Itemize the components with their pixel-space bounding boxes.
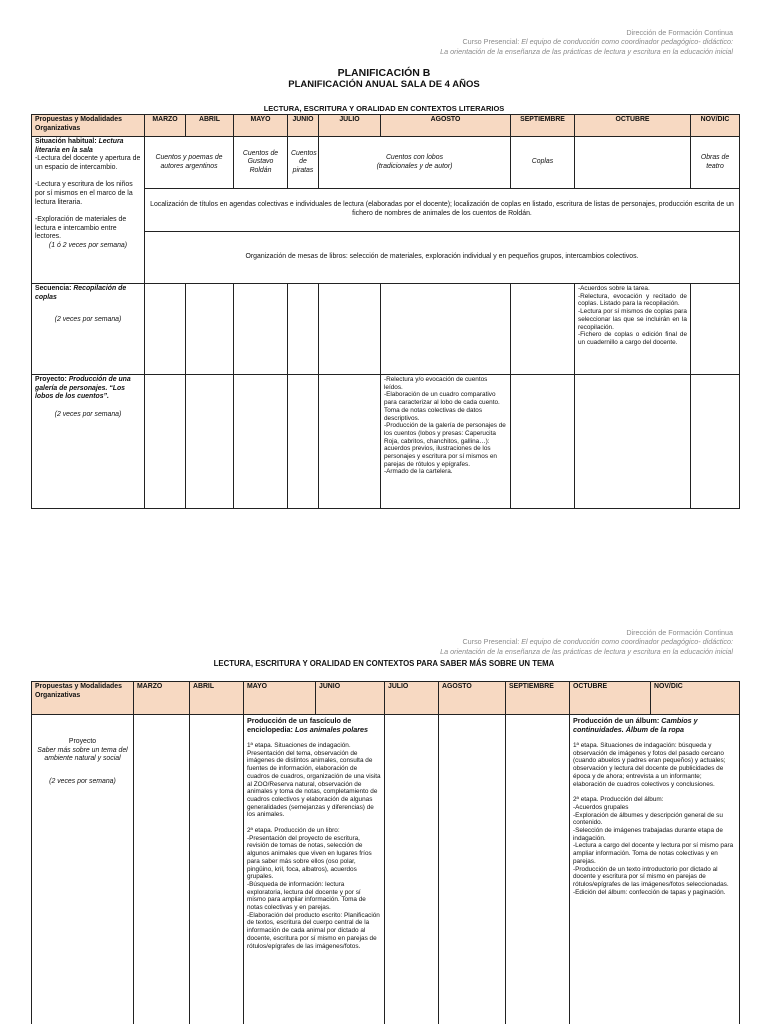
header-cell: JUNIO — [316, 682, 385, 715]
page-2 — [0, 625, 768, 1024]
header-cell: JULIO — [385, 682, 439, 715]
institution-name: Dirección de Formación Continua — [626, 28, 733, 37]
page-subtitle: PLANIFICACIÓN ANUAL SALA DE 4 AÑOS — [288, 79, 480, 90]
header-cell: MAYO — [234, 115, 288, 137]
cell-junio: Cuentos de piratas — [288, 137, 319, 189]
header-cell: SEPTIEMBRE — [511, 115, 575, 137]
table-row — [32, 715, 740, 1024]
header-cell: JUNIO — [288, 115, 319, 137]
header-cell: Propuestas y Modalidades Organizativas — [32, 115, 145, 137]
album-cell: Producción de un álbum: Cambios y continuidades. Álbum de la ropa 1ª etapa. Situaciones de indagación: búsqueda y observación de imágenes y fotos del pasado cercano (cuando abuelos y padres eran pequeños) y actuales; observación y lectura del docente de publicidades de época y de ahora; entrevista a un informante; elaboración de cuadros colectivos y conclusiones. 2ª etapa. Producción del álbum: -Acuerdos grupales -Exploración de álbumes y descripción general de su contenido. -Selección de imágenes trabajadas durante etapa de indagación. -Lectura a cargo del docente y lectura por sí mismo para ampliar información. Toma de notas colectivas y en parejas. -Producción de un texto introductorio por dictado al docente y escritura por sí mismo en parejas de rótulos/epígrafes de las imágenes/fotos seleccionadas. -Edición del álbum: confección de tapas y paginación. — [570, 715, 740, 1024]
fasciculo-cell: Producción de un fascículo de enciclopedia: Los animales polares 1ª etapa. Situaciones de indagación. Presentación del tema, observación de imágenes de distintos animales, consulta de fuentes de información, elaboración de cuadros de cuadros, organización de una visita al ZOO/Reserva natural, observación de animales y toma de notas, completamiento de cuadros colectivos y elaboración de algunas generalidades (semejanzas y diferencias) de los animales. 2ª etapa. Producción de un libro: -Presentación del proyecto de escritura, revisión de tomas de notas, selección de algunos animales que viven en lugares fríos para saber más sobre ellos (oso polar, pingüino, kril, foca, albatros), acuerdos grupales. -Búsqueda de información: lectura exploratoria, lectura del docente y por sí mismo para ampliar información. Toma de notas colectivas y en parejas. -Elaboración del producto escrito: Planificación de textos, escritura del cuerpo central de la información de cada animal por dictado al docente, escritura por sí mismo en parejas de rótulos/epígrafes de las imágenes/fotos. — [244, 715, 385, 1024]
header-cell: MARZO — [134, 682, 190, 715]
table-row — [32, 375, 740, 509]
proyecto-agosto-cell: -Relectura y/o evocación de cuentos leídos. -Elaboración de un cuadro comparativo para caracterizar al lobo de cada cuento. Toma de notas colectivas de datos descriptivos. -Producción de la galería de personajes de los cuentos (lobos y presas: Caperucita Roja, cabritos, chanchitos, gallina…): acuerdos previos, ilustraciones de los personajes y escritura por sí mismos en parejas de rótulos y epígrafes. -Armado de la cartelera. — [381, 375, 511, 509]
header-cell: ABRIL — [190, 682, 244, 715]
course-line: Curso Presencial: El equipo de conducción como coordinador pedagógico- didáctico: — [462, 37, 733, 47]
section-title-literarios: LECTURA, ESCRITURA Y ORALIDAD EN CONTEXTOS LITERARIOS — [263, 104, 505, 113]
header-cell: AGOSTO — [381, 115, 511, 137]
secuencia-cell: Secuencia: Recopilación de coplas (2 veces por semana) — [32, 284, 145, 375]
header-cell: NOV/DIC — [651, 682, 740, 715]
course-subtitle: La orientación de la enseñanza de las prácticas de lectura y escritura en la educación inicial — [440, 46, 733, 56]
secuencia-octubre-cell: -Acuerdos sobre la tarea. -Relectura, evocación y recitado de coplas. Listado para la recopilación. -Lectura por sí mismos de coplas para seleccionar las que se incluirán en la recopilación. -Fichero de coplas o edición final de un cuadernillo a cargo del docente. — [575, 284, 691, 375]
header-cell: NOV/DIC — [691, 115, 740, 137]
header-cell: MAYO — [244, 682, 316, 715]
header-cell: OCTUBRE — [570, 682, 651, 715]
institution-header — [440, 28, 733, 56]
institution-header — [440, 628, 733, 656]
table-row — [32, 284, 740, 375]
proyecto-saber-mas-cell: Proyecto Saber más sobre un tema del ambiente natural y social (2 veces por semana) — [32, 715, 134, 1024]
header-cell: MARZO — [145, 115, 186, 137]
header-cell: JULIO — [319, 115, 381, 137]
cell-julio-agosto: Cuentos con lobos (tradicionales y de autor) — [319, 137, 511, 189]
header-cell: Propuestas y Modalidades Organizativas — [32, 682, 134, 715]
table-header-row — [32, 682, 740, 715]
planning-table-literarios — [31, 114, 740, 509]
cell-mayo: Cuentos de Gustavo Roldán — [234, 137, 288, 189]
header-cell: OCTUBRE — [575, 115, 691, 137]
course-subtitle: La orientación de la enseñanza de las prácticas de lectura y escritura en la educación inicial — [440, 646, 733, 656]
proyecto-galeria-cell: Proyecto: Producción de una galería de personajes. “Los lobos de los cuentos”. (2 veces por semana) — [32, 375, 145, 509]
table-header-row — [32, 115, 740, 137]
course-line: Curso Presencial: El equipo de conducción como coordinador pedagógico- didáctico: — [462, 637, 733, 647]
header-cell: ABRIL — [186, 115, 234, 137]
page-title: PLANIFICACIÓN B — [337, 67, 431, 79]
cell-marzo-abril: Cuentos y poemas de autores argentinos — [145, 137, 234, 189]
cell-novdic: Obras de teatro — [691, 137, 740, 189]
situacion-habitual-cell: Situación habitual: Lectura literaria en la sala -Lectura del docente y apertura de un espacio de intercambio. -Lectura y escritura de los niños por sí mismos en el marco de la lectura literaria. -Exploración de materiales de lectura e intercambio entre lectores. (1 ó 2 veces por semana) — [32, 137, 145, 284]
institution-name: Dirección de Formación Continua — [626, 628, 733, 637]
cell-localizacion: Localización de títulos en agendas colectivas e individuales de lectura (elaboradas por el docente); localización de coplas en listado, escritura de listas de personajes, producción escrita de un fichero de nombres de animales de los cuentos de Roldán. — [145, 189, 740, 232]
header-cell: SEPTIEMBRE — [506, 682, 570, 715]
table-row — [32, 137, 740, 189]
header-cell: AGOSTO — [439, 682, 506, 715]
planning-table-saber-mas — [31, 681, 740, 1024]
cell-septiembre: Coplas — [511, 137, 575, 189]
cell-organizacion: Organización de mesas de libros: selección de materiales, exploración individual y en pequeños grupos, intercambios colectivos. — [145, 232, 740, 284]
section-title-saber-mas: LECTURA, ESCRITURA Y ORALIDAD EN CONTEXTOS PARA SABER MÁS SOBRE UN TEMA — [213, 659, 555, 668]
cell-octubre — [575, 137, 691, 189]
